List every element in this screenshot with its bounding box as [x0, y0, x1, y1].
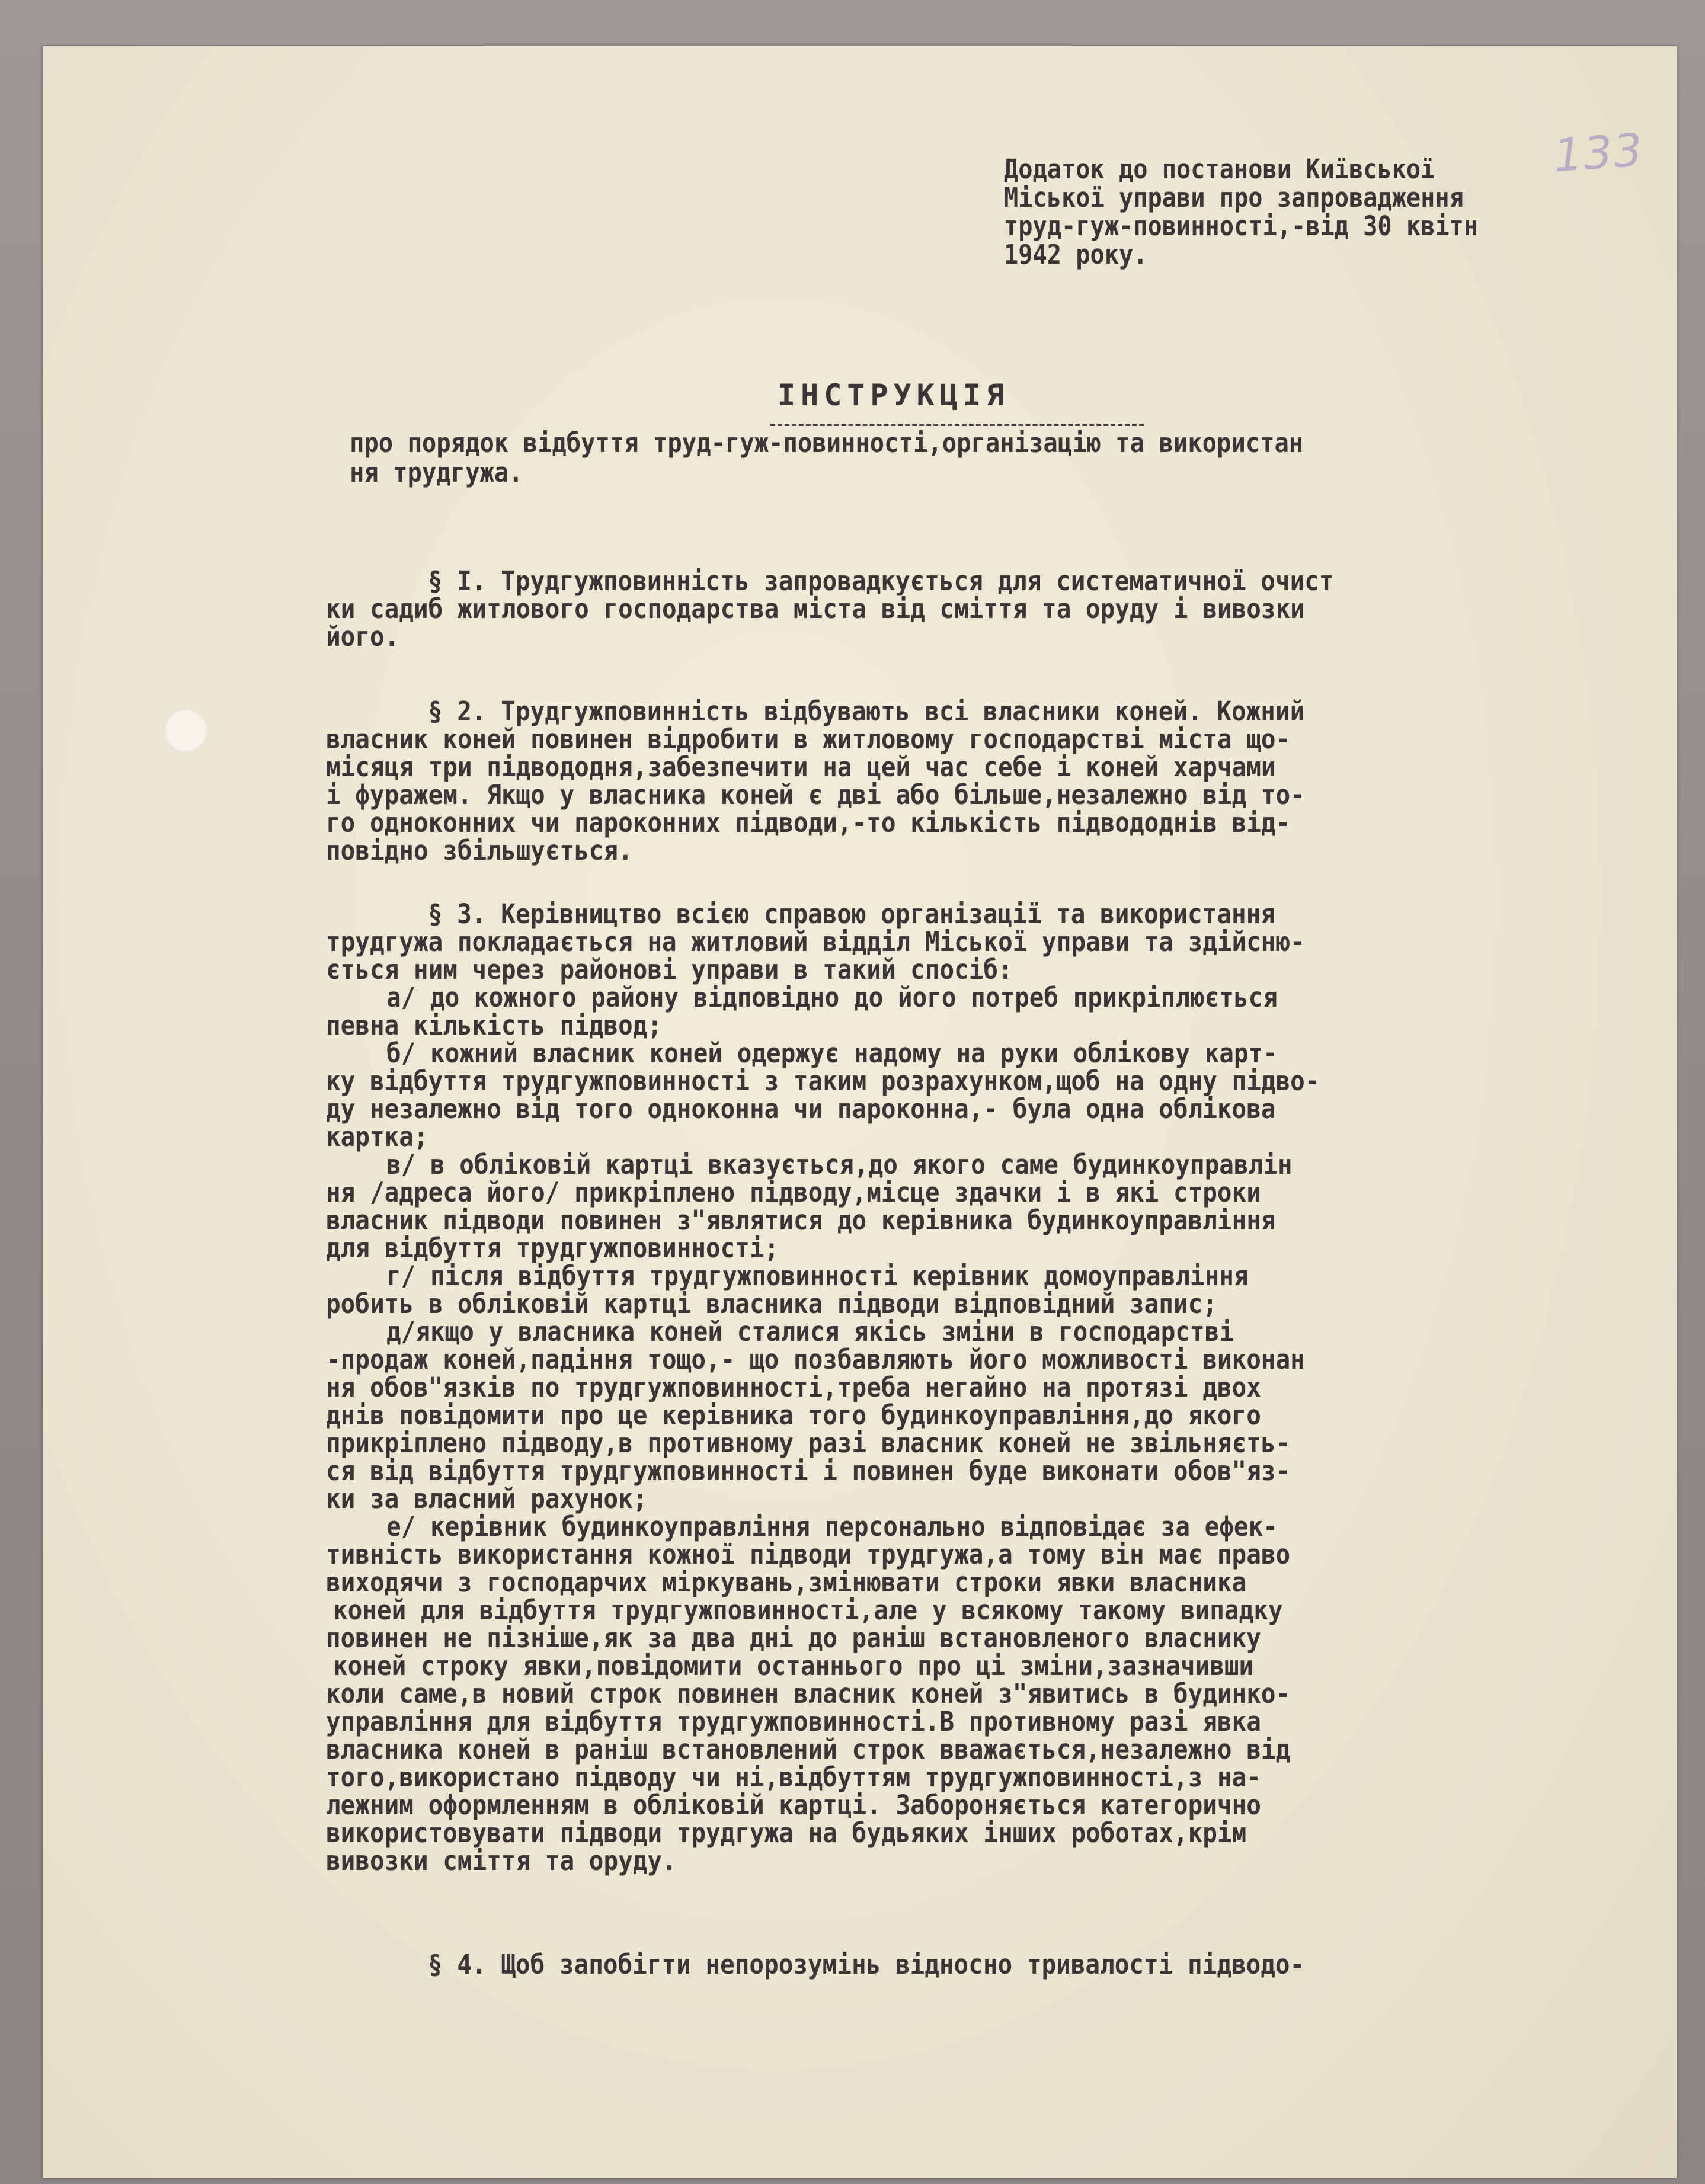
- body-line: картка;: [326, 1121, 428, 1152]
- header-line: Міської управи про запровадження: [1004, 182, 1464, 213]
- body-line: в/ в обліковій картці вказується,до якого саме будинкоуправлін: [386, 1149, 1293, 1180]
- body-line: повинен не пізніше,як за два дні до раніш встановленого власнику: [326, 1622, 1261, 1654]
- body-line: § 2. Трудгужповинність відбувають всі власники коней. Кожний: [428, 696, 1305, 727]
- body-line: місяця три підвододня,забезпечити на цей час себе і коней харчами: [326, 751, 1276, 783]
- body-line: власник коней повинен відробити в житловому господарстві міста що-: [326, 723, 1291, 755]
- header-line: 1942 року.: [1004, 239, 1148, 270]
- body-line: тивність використання кожної підводи трудгужа,а тому він має право: [326, 1539, 1291, 1570]
- body-line: го одноконних чи пароконних підводи,-то кількість підвододнів від-: [326, 807, 1291, 838]
- document-title: ІНСТРУКЦІЯ: [778, 378, 1010, 412]
- body-line: робить в обліковій картці власника підводи відповідний запис;: [326, 1288, 1217, 1320]
- body-line: і фуражем. Якщо у власника коней є дві або більше,незалежно від то-: [326, 779, 1305, 811]
- body-line: власника коней в раніш встановлений строк вважається,незалежно від: [326, 1734, 1291, 1765]
- subtitle-line: про порядок відбуття труд-гуж-повинності,організацію та використан: [350, 427, 1304, 459]
- subtitle-line: ня трудгужа.: [350, 457, 523, 488]
- body-line: ду незалежно від того одноконна чи пароконна,- була одна облікова: [326, 1093, 1276, 1125]
- body-line: для відбуття трудгужповинності;: [326, 1232, 779, 1264]
- body-line: лежним оформленням в обліковій картці. Забороняється категорично: [326, 1789, 1261, 1821]
- body-line: прикріплено підводу,в противному разі власник коней не звільняєть-: [326, 1427, 1291, 1459]
- header-line: труд-гуж-повинності,-від 30 квітн: [1004, 210, 1479, 242]
- body-line: коней для відбуття трудгужповинності,але у всякому такому випадку: [333, 1594, 1283, 1626]
- body-line: е/ керівник будинкоуправління персонально відповідає за ефек-: [386, 1511, 1278, 1542]
- body-line: коли саме,в новий строк повинен власник коней з"явитись в будинко-: [326, 1678, 1291, 1709]
- body-line: ку відбуття трудгужповинності з таким розрахунком,щоб на одну підво-: [326, 1065, 1320, 1097]
- body-line: власник підводи повинен з"являтися до керівника будинкоуправління: [326, 1205, 1276, 1236]
- body-line: § 4. Щоб запобігти непорозумінь відносно тривалості підводо-: [428, 1949, 1305, 1980]
- body-line: днів повідомити про це керівника того будинкоуправління,до якого: [326, 1400, 1261, 1431]
- body-line: вивозки сміття та оруду.: [326, 1845, 677, 1876]
- body-line: ня /адреса його/ прикріплено підводу,місце здачки і в які строки: [326, 1177, 1261, 1208]
- body-line: використовувати підводи трудгужа на будьяких інших роботах,крім: [326, 1817, 1247, 1849]
- header-line: Додаток до постанови Київської: [1004, 153, 1435, 185]
- body-line: трудгужа покладається на житловий відділ Міської управи та здійсню-: [326, 926, 1305, 957]
- body-line: ки за власний рахунок;: [326, 1483, 648, 1514]
- folio-number: 133: [1552, 123, 1645, 182]
- body-line: виходячи з господарчих міркувань,змінювати строки явки власника: [326, 1567, 1247, 1598]
- body-line: повідно збільшується.: [326, 835, 633, 866]
- punch-hole: [164, 709, 208, 752]
- body-line: § 3. Керівництво всією справою організації та використання: [428, 898, 1275, 930]
- body-line: б/ кожний власник коней одержує надому на руки облікову карт-: [386, 1037, 1278, 1069]
- body-line: -продаж коней,падіння тощо,- що позбавляють його можливості виконан: [326, 1344, 1305, 1375]
- body-line: а/ до кожного району відповідно до його потреб прикріплюється: [386, 982, 1278, 1013]
- body-line: ється ним через районові управи в такий спосіб:: [326, 954, 1013, 985]
- body-line: ся від відбуття трудгужповинності і повинен буде виконати обов"яз-: [326, 1455, 1291, 1487]
- body-line: ки садиб житлового господарства міста від сміття та оруду і вивозки: [326, 593, 1305, 625]
- body-line: коней строку явки,повідомити останнього про ці зміни,зазначивши: [333, 1650, 1254, 1682]
- title-underline: [770, 424, 1144, 426]
- body-line: § I. Трудгужповинність запровадкується для систематичної очист: [428, 565, 1334, 597]
- body-line: того,використано підводу чи ні,відбуттям трудгужповинності,з на-: [326, 1762, 1261, 1793]
- document-sheet: [43, 46, 1677, 2178]
- body-line: ня обов"язків по трудгужповинності,треба негайно на протязі двох: [326, 1372, 1261, 1403]
- body-line: г/ після відбуття трудгужповинності керівник домоуправління: [386, 1260, 1249, 1292]
- body-line: його.: [326, 621, 399, 652]
- body-line: управління для відбуття трудгужповинності.В противному разі явка: [326, 1706, 1261, 1737]
- body-line: д/якщо у власника коней сталися якісь зміни в господарстві: [386, 1316, 1234, 1347]
- body-line: певна кількість підвод;: [326, 1010, 663, 1041]
